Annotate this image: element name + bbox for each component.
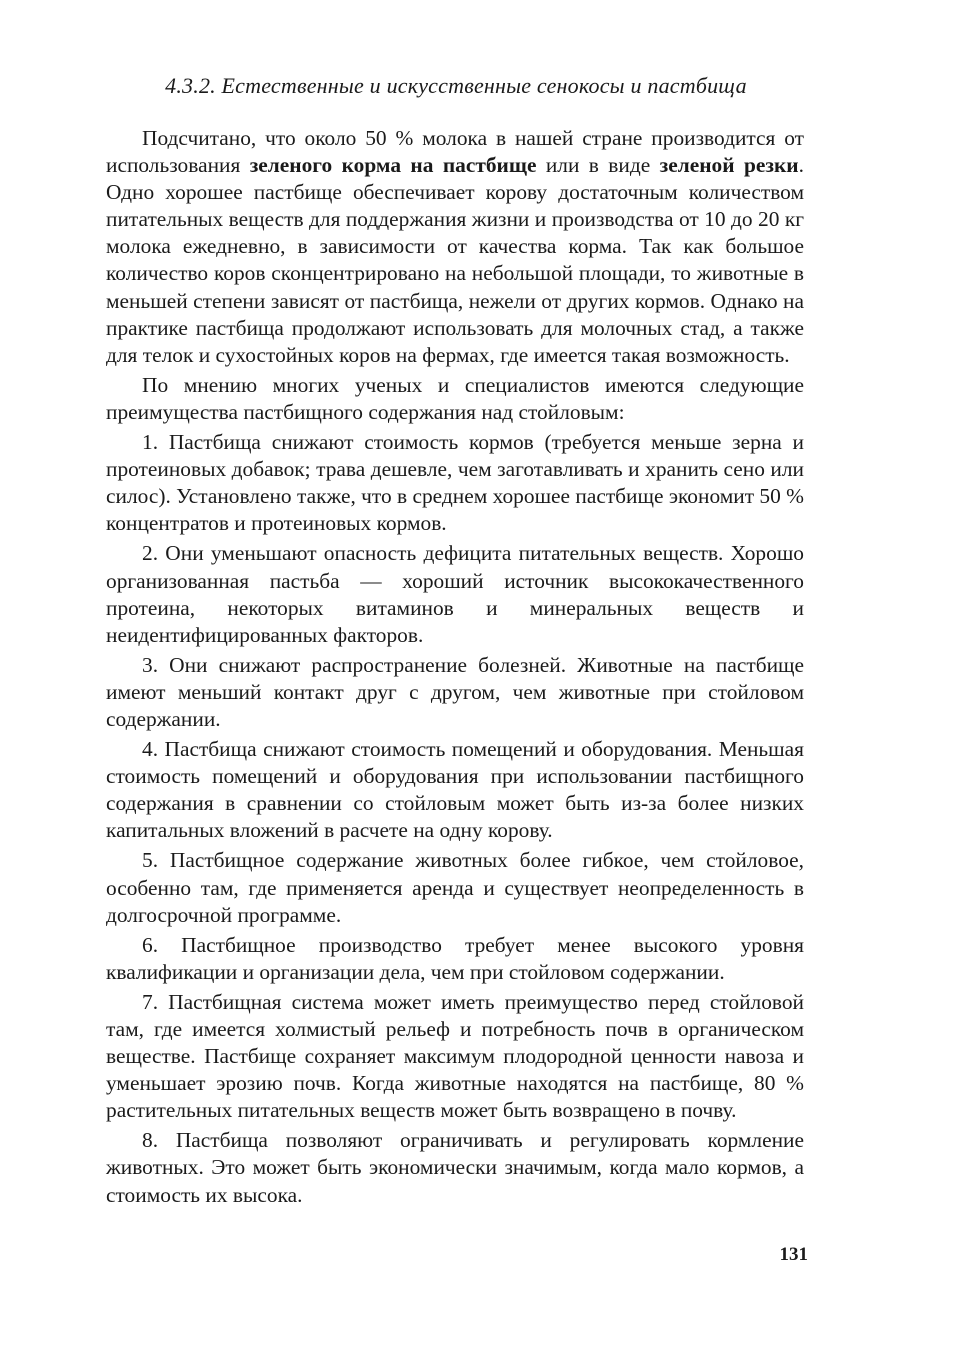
bold-term: зеленого корма на пастбище bbox=[249, 153, 537, 178]
list-item-5: 5. Пастбищное содержание животных более гибкое, чем стойловое, особенно там, где применяется аренда и существует неопределенность в долгосрочной программе. bbox=[106, 848, 804, 927]
list-item-3: 3. Они снижают распространение болезней. Животные на пастбище имеют меньший контакт друг с другом, чем животные при стойловом содержании. bbox=[106, 652, 804, 731]
bold-term: зеленой резки bbox=[659, 153, 799, 178]
list-item-6: 6. Пастбищное производство требует менее высокого уровня квалификации и организации дела, чем при стойловом содержании. bbox=[106, 932, 804, 984]
page-number: 131 bbox=[779, 1244, 808, 1265]
paragraph-text: или в виде bbox=[536, 153, 660, 178]
list-item-8: 8. Пастбища позволяют ограничивать и регулировать кормление животных. Это может быть экономически значимым, когда мало кормов, а стоимость их высока. bbox=[106, 1128, 804, 1207]
paragraph-advantages-intro: По мнению многих ученых и специалистов имеются следующие преимущества пастбищного содержания над стойловым: bbox=[106, 372, 804, 424]
body-text bbox=[106, 125, 804, 1212]
paragraph-text: . Одно хорошее пастбище обеспечивает корову достаточным количеством питательных веществ для поддержания жизни и производства от 10 до 20 кг молока ежедневно, в зависимости от качества корма. Так как большое количество коров сконцентрировано на небольшой площади, то животные в меньшей степени зависят от пастбища, нежели от других кормов. Однако на практике пастбища продолжают использовать для молочных стад, а также для телок и сухостойных коров на фермах, где имеется такая возможность. bbox=[106, 153, 804, 367]
list-item-2: 2. Они уменьшают опасность дефицита питательных веществ. Хорошо организованная пастьба — хороший источник высококачественного протеина, некоторых витаминов и минеральных веществ и неидентифицированных факторов. bbox=[106, 541, 804, 647]
paragraph-text: Подсчитано, что около 50 % молока в нашей стране производится от использования bbox=[106, 126, 804, 178]
list-item-7: 7. Пастбищная система может иметь преимущество перед стойловой там, где имеется холмистый рельеф и потребность почв в органическом веществе. Пастбище сохраняет максимум плодородной ценности навоза и уменьшает эрозию почв. Когда животные находятся на пастбище, 80 % растительных питательных веществ может быть возвращено в почву. bbox=[106, 989, 804, 1123]
list-item-1: 1. Пастбища снижают стоимость кормов (требуется меньше зерна и протеиновых добавок; трава дешевле, чем заготавливать и хранить сено или силос). Установлено также, что в среднем хорошее пастбище экономит 50 % концентратов и протеиновых кормов. bbox=[106, 430, 804, 536]
running-header: 4.3.2. Естественные и искусственные сенокосы и пастбища bbox=[165, 73, 747, 98]
list-item-4: 4. Пастбища снижают стоимость помещений и оборудования. Меньшая стоимость помещений и оборудования при использовании пастбищного содержания в сравнении со стойловым может быть из-за более низких капитальных вложений в расчете на одну корову. bbox=[106, 737, 804, 843]
paragraph-intro bbox=[106, 125, 804, 369]
